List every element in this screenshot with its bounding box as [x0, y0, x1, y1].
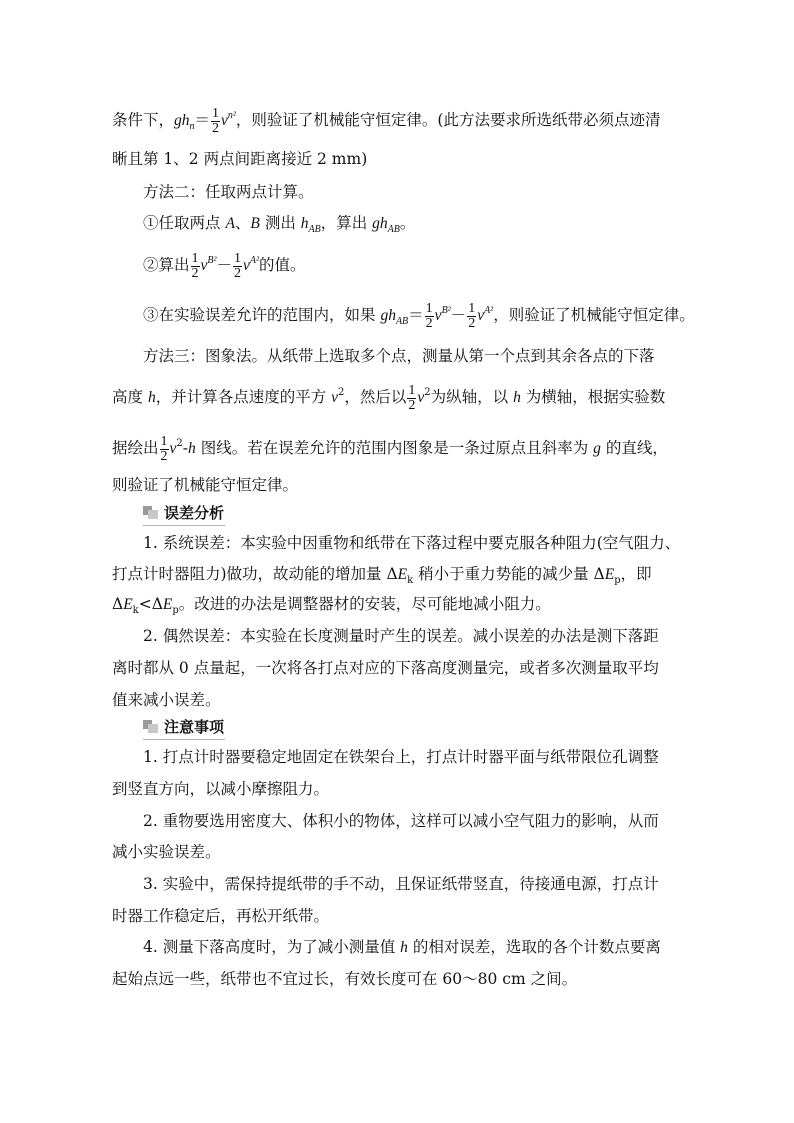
text: 的值。 [259, 256, 306, 274]
fraction-numerator: 1 [425, 300, 433, 316]
text: ，然后以 [344, 388, 407, 406]
section-heading-error-analysis [143, 502, 224, 524]
text: <Δ [138, 595, 163, 613]
note-3-line-1: 3. 实验中，需保持提纸带的手不动，且保证纸带竖直，待接通电源，打点计 [143, 875, 659, 893]
error-p1-line-3 [112, 592, 551, 623]
method3-line-3 [112, 432, 668, 464]
text: p [172, 605, 179, 616]
text: 。改进的办法是调整器材的安装，尽可能地减小阻力。 [178, 595, 551, 613]
text: AB [387, 224, 400, 235]
text: gh [372, 215, 388, 232]
text: 为纵轴，以 [430, 388, 514, 406]
text: - [182, 439, 189, 457]
text: n² [227, 110, 236, 121]
text: gh [174, 112, 190, 129]
text: h [147, 389, 156, 406]
text: gh [380, 307, 396, 324]
text: 据绘出 [112, 439, 159, 457]
text: E [162, 596, 173, 613]
note-3-line-2: 时器工作稳定后，再松开纸带。 [112, 907, 330, 925]
text: h [400, 939, 408, 956]
intro-line-2: 晰且第 1、2 两点间距离接近 2 mm) [112, 150, 368, 168]
fraction [425, 302, 434, 331]
text: 稍小于重力势能的减少量 Δ [413, 565, 605, 583]
text: 图线。若在误差允许的范围内图象是一条过原点且斜率为 [195, 439, 594, 457]
fraction-numerator: 1 [191, 250, 199, 266]
text: ①任取两点 [143, 214, 226, 232]
fraction-numerator: 1 [234, 250, 242, 266]
fraction-numerator: 1 [212, 105, 220, 121]
text: 高度 [112, 388, 148, 406]
fraction [211, 107, 220, 136]
error-p1-line-1: 1. 系统误差：本实验中因重物和纸带在下落过程中要克服各种阻力(空气阻力、 [143, 534, 681, 552]
text: ＝ [408, 306, 424, 324]
text: 的直线， [600, 439, 668, 457]
text: B² [441, 305, 451, 316]
fraction-denominator: 2 [468, 315, 476, 331]
text: ②算出 [143, 256, 190, 274]
text: v [434, 307, 442, 324]
section-underline [143, 739, 225, 740]
fraction [160, 435, 169, 464]
text: 的相对误差，选取的各个计数点要离 [407, 938, 661, 956]
intro-line-1 [112, 104, 660, 139]
text: v [169, 440, 177, 457]
text: k [132, 605, 139, 616]
text: E [397, 566, 408, 583]
method3-line-4: 则验证了机械能守恒定律。 [112, 476, 299, 494]
text: Δ [112, 595, 124, 613]
text: h [513, 389, 521, 406]
text: 2 [424, 387, 431, 398]
text: E [604, 566, 615, 583]
text: ＝ [194, 111, 211, 129]
fraction-numerator: 1 [160, 433, 168, 449]
note-2-line-1: 2. 重物要选用密度大、体积小的物体，这样可以减小空气阻力的影响，从而 [143, 812, 659, 830]
section-title: 误差分析 [164, 504, 225, 522]
text: 2 [176, 438, 183, 449]
text: h [300, 215, 309, 232]
fraction-denominator: 2 [191, 265, 199, 281]
method2-title: 方法二：任取两点计算。 [143, 183, 314, 201]
text: ③在实验误差允许的范围内，如果 [143, 306, 381, 324]
text: v [477, 307, 485, 324]
section-underline [143, 525, 225, 526]
text: A [225, 215, 235, 232]
text: g [593, 440, 601, 457]
text: 4. 测量下落高度时，为了减小测量值 [143, 938, 401, 956]
text: v [243, 257, 250, 274]
fraction [467, 302, 476, 331]
note-4-line-2: 起始点远一些，纸带也不宜过长，有效长度可在 60～80 cm 之间。 [112, 970, 578, 988]
text: A² [249, 255, 260, 266]
text: 条件下， [112, 111, 175, 129]
fraction [407, 384, 416, 413]
text: v [331, 389, 339, 406]
method3-line-1: 方法三：图象法。从纸带上选取多个点，测量从第一个点到其余各点的下落 [143, 347, 655, 365]
text: ，则验证了机械能守恒定律。(此方法要求所选纸带必须点迹清 [235, 111, 661, 129]
text: p [614, 575, 621, 586]
fraction-numerator: 1 [408, 382, 416, 398]
text: － [216, 256, 233, 274]
text: 测出 [259, 214, 301, 232]
text: A² [484, 305, 494, 316]
text: 2 [338, 387, 345, 398]
note-2-line-2: 减小实验误差。 [112, 843, 221, 861]
method2-step3 [143, 299, 695, 334]
fraction-numerator: 1 [468, 300, 476, 316]
fraction [191, 252, 200, 281]
text: ，则验证了机械能守恒定律。 [493, 306, 695, 324]
fraction-denominator: 2 [212, 120, 220, 136]
section-heading-notes [143, 716, 224, 738]
text: 为横轴，根据实验数 [520, 388, 666, 406]
method2-step1 [143, 211, 415, 242]
section-square-icon [143, 720, 158, 733]
note-4-line-1 [143, 935, 661, 960]
text: ，即 [620, 565, 652, 583]
text: n [189, 121, 195, 132]
fraction [233, 252, 242, 281]
error-p2-line-2: 离时都从 0 点量起，一次将各打点对应的下落高度测量完，或者多次测量取平均 [112, 659, 659, 677]
error-p2-line-3: 值来减小误差。 [112, 691, 221, 709]
error-p1-line-2 [112, 562, 652, 593]
text: B [250, 215, 260, 232]
text: v [417, 389, 425, 406]
note-1-line-1: 1. 打点计时器要稳定地固定在铁架台上，打点计时器平面与纸带限位孔调整 [143, 748, 659, 766]
text: ，算出 [320, 214, 373, 232]
text: k [407, 575, 414, 586]
section-title: 注意事项 [164, 718, 225, 736]
text: 、 [234, 214, 251, 232]
text: AB [395, 316, 409, 327]
method3-line-2 [112, 381, 665, 413]
section-square-icon [143, 506, 158, 519]
text: ，并计算各点速度的平方 [155, 388, 332, 406]
text: B² [207, 255, 217, 266]
text: h [188, 440, 196, 457]
text: － [450, 306, 467, 324]
fraction-denominator: 2 [425, 315, 433, 331]
method2-step2 [143, 249, 306, 281]
text: v [221, 112, 228, 129]
error-p2-line-1: 2. 偶然误差：本实验在长度测量时产生的误差。减小误差的办法是测下落距 [143, 627, 659, 645]
text: AB [308, 224, 321, 235]
text: 打点计时器阻力)做功，故动能的增加量 Δ [112, 565, 398, 583]
fraction-denominator: 2 [234, 265, 242, 281]
text: v [200, 257, 208, 274]
text: 。 [399, 214, 416, 232]
fraction-denominator: 2 [160, 448, 168, 464]
text: E [123, 596, 133, 613]
note-1-line-2: 到竖直方向，以减小摩擦阻力。 [112, 780, 330, 798]
fraction-denominator: 2 [408, 397, 416, 413]
